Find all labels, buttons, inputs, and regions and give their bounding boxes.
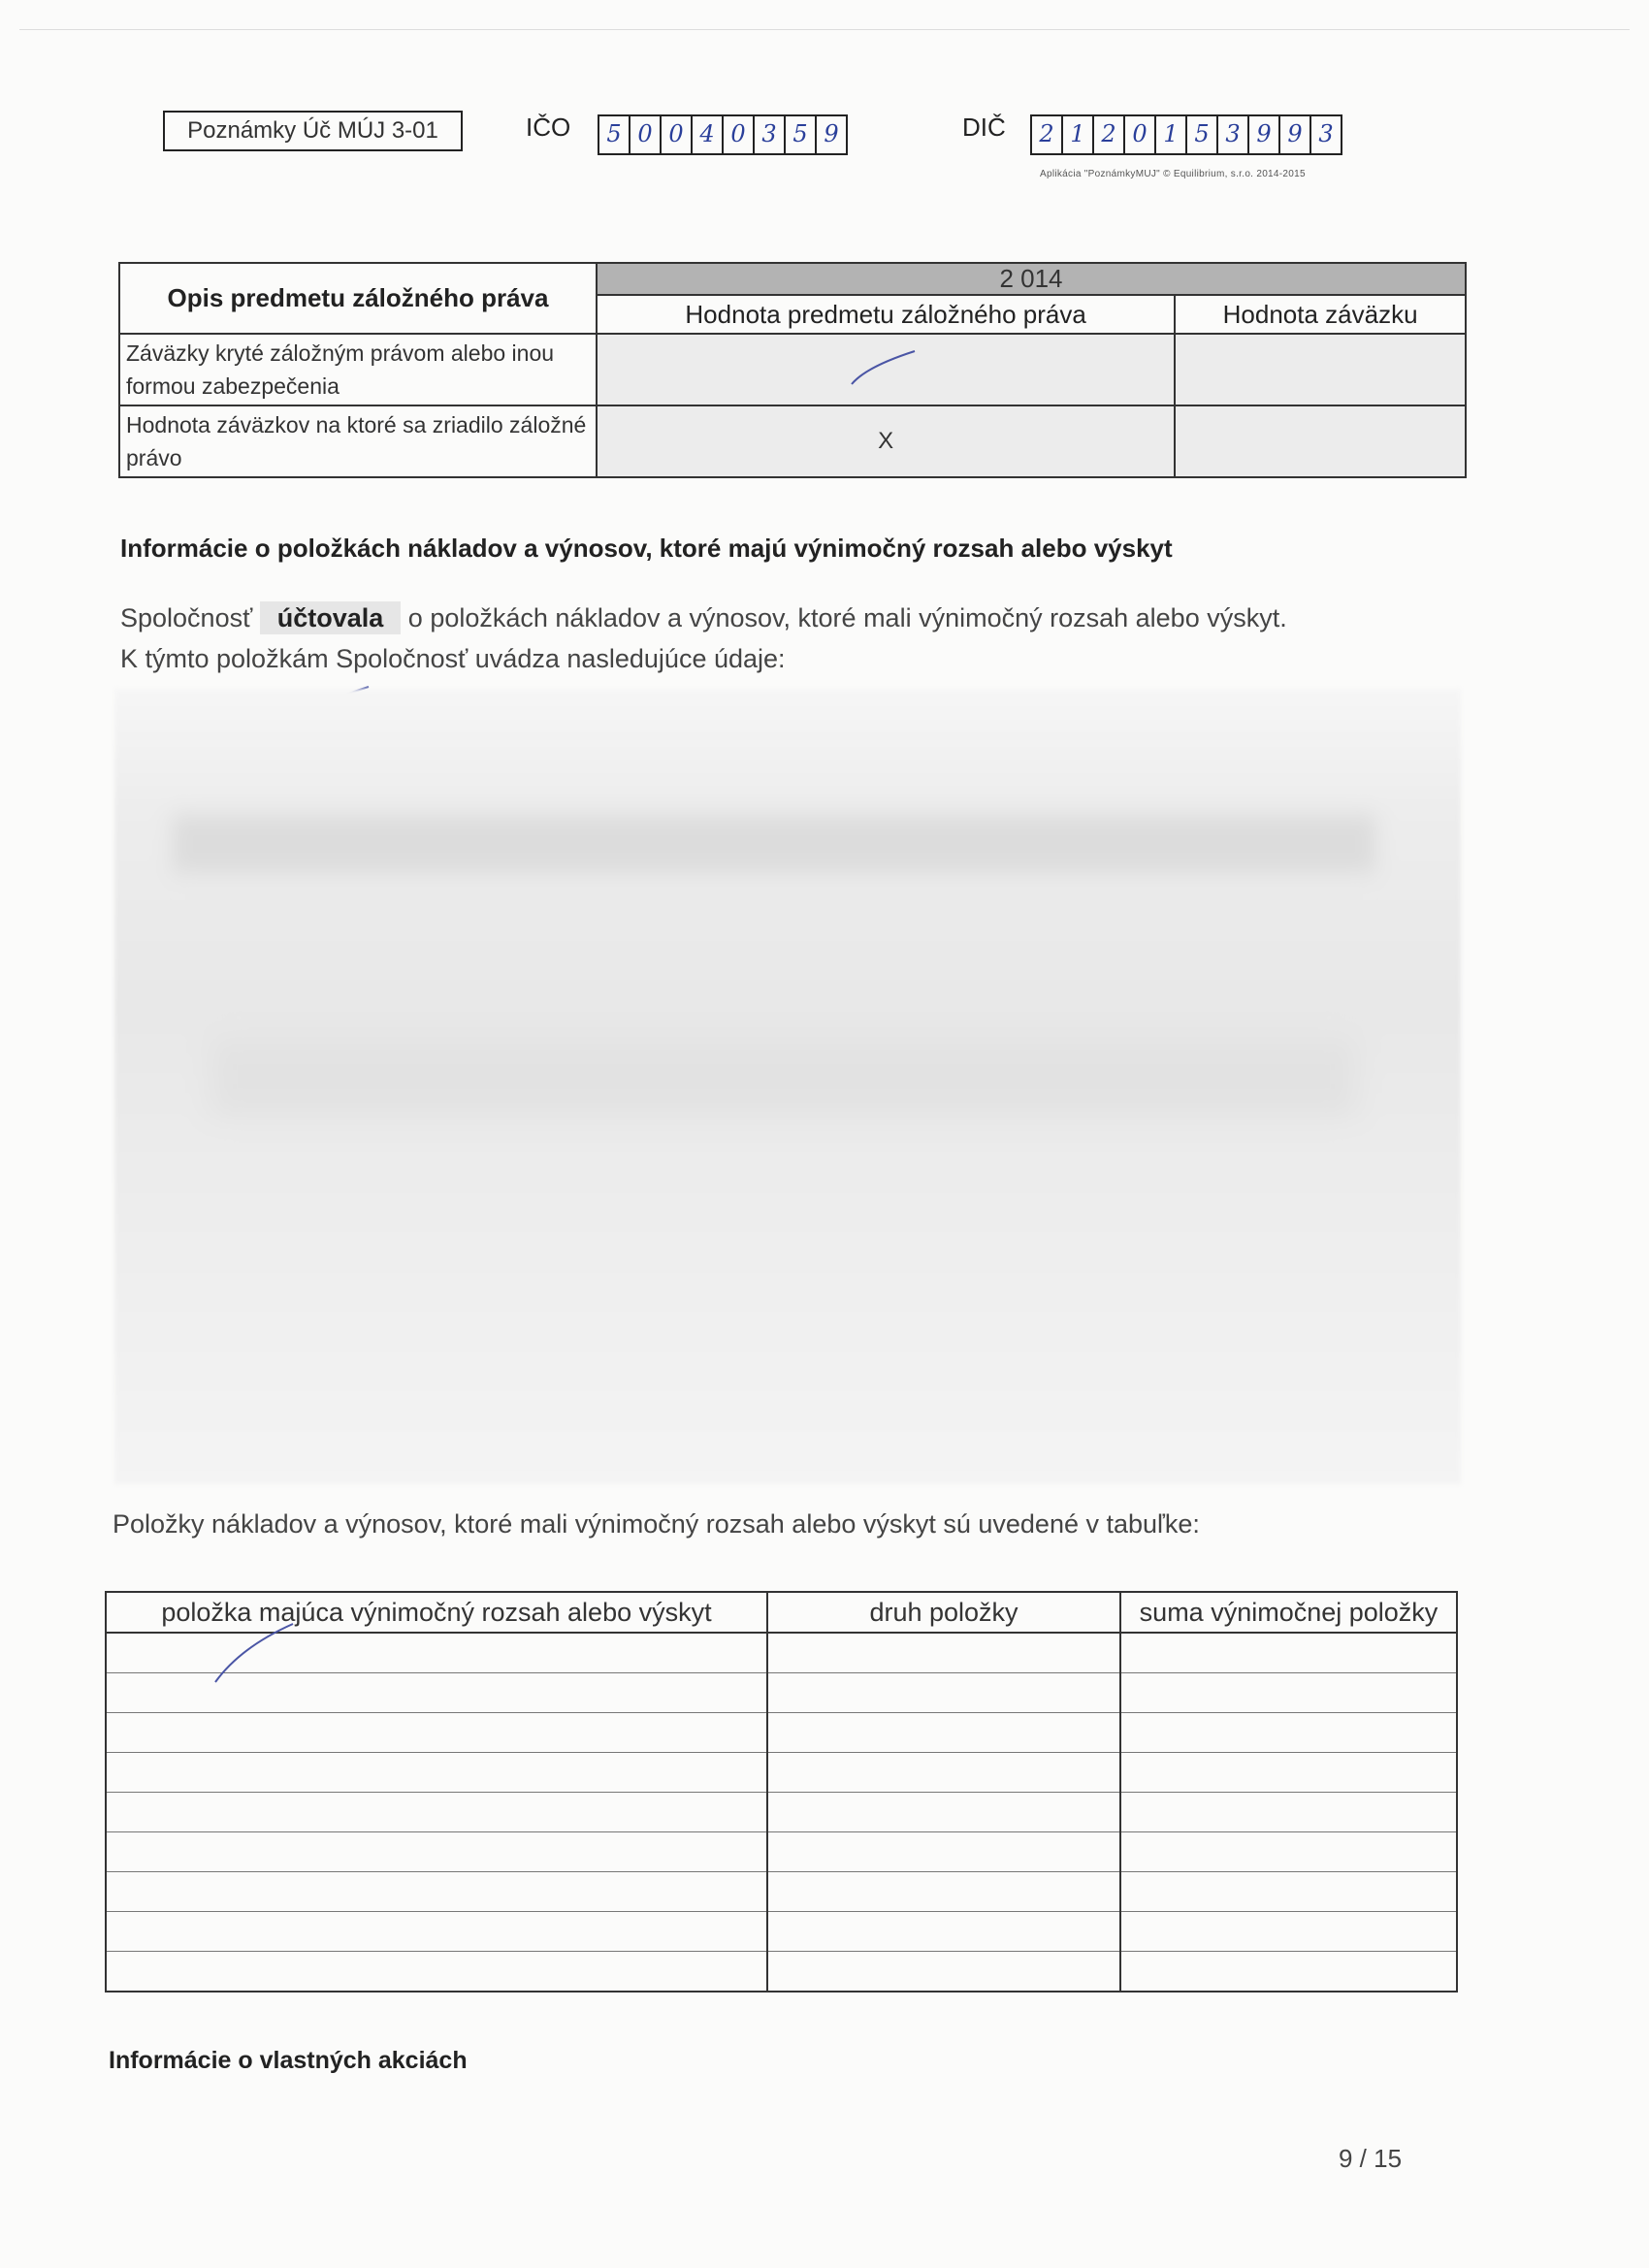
- handwritten-tick-icon: [847, 347, 924, 386]
- table-cell: [767, 1952, 1120, 1993]
- ico-label: IČO: [526, 113, 571, 142]
- form-label: Poznámky Úč MÚJ 3-01: [163, 111, 463, 151]
- col-kind: druh položky: [767, 1592, 1120, 1633]
- table-cell: [767, 1753, 1120, 1793]
- table-cell: [106, 1713, 767, 1753]
- table-cell: [767, 1633, 1120, 1673]
- sentence-end: o položkách nákladov a výnosov, ktoré mali výnimočný rozsah alebo výskyt.: [407, 603, 1287, 632]
- table-cell: [767, 1713, 1120, 1753]
- table-cell: [106, 1753, 767, 1793]
- col-value-liability: Hodnota záväzku: [1175, 295, 1466, 334]
- page-number: 9 / 15: [1339, 2144, 1403, 2173]
- digit-box: 9: [1249, 116, 1280, 153]
- pledge-description-header: Opis predmetu záložného práva: [119, 263, 597, 334]
- table-cell: [1120, 1633, 1457, 1673]
- handwritten-tick-icon: [211, 1618, 299, 1686]
- pledge-value-subject: [597, 334, 1175, 405]
- table-cell: [767, 1912, 1120, 1952]
- table-row: [106, 1633, 1457, 1673]
- digit-box: 3: [755, 116, 786, 153]
- table-cell: [767, 1832, 1120, 1872]
- table-row: [106, 1952, 1457, 1993]
- col-item: položka majúca výnimočný rozsah alebo výskyt: [106, 1592, 767, 1633]
- pledge-value-liability: [1175, 405, 1466, 477]
- sentence-line2: K týmto položkám Spoločnosť uvádza nasledujúce údaje:: [120, 644, 786, 673]
- table-cell: [1120, 1673, 1457, 1713]
- digit-box: 9: [1280, 116, 1311, 153]
- digit-box: 2: [1032, 116, 1063, 153]
- table-cell: [106, 1872, 767, 1912]
- table-cell: [1120, 1952, 1457, 1993]
- table-cell: [106, 1952, 767, 1993]
- digit-box: 5: [786, 116, 817, 153]
- table-cell: [106, 1832, 767, 1872]
- table-cell: [1120, 1713, 1457, 1753]
- table-row: [106, 1753, 1457, 1793]
- digit-box: 2: [1094, 116, 1125, 153]
- table-cell: [1120, 1753, 1457, 1793]
- digit-box: 5: [599, 116, 630, 153]
- table-row: [106, 1912, 1457, 1952]
- digit-box: 0: [1125, 116, 1156, 153]
- digit-box: 0: [724, 116, 755, 153]
- table-row: [106, 1793, 1457, 1832]
- exceptional-items-table: [105, 1591, 1458, 1993]
- top-border-line: [19, 29, 1630, 30]
- table-cell: [767, 1872, 1120, 1912]
- pledge-row-label: Hodnota záväzkov na ktoré sa zriadilo záložné právo: [119, 405, 597, 477]
- digit-box: 0: [662, 116, 693, 153]
- digit-box: 9: [824, 120, 839, 147]
- digit-box: 4: [693, 116, 724, 153]
- table-row: [106, 1832, 1457, 1872]
- sentence-start: Spoločnosť: [120, 603, 253, 632]
- exceptional-heading: Informácie o položkách nákladov a výnosov, ktoré majú výnimočný rozsah alebo výskyt: [120, 534, 1173, 563]
- dic-digit-boxes: [1030, 114, 1342, 155]
- ico-digit-boxes: [598, 114, 848, 155]
- table-intro: Položky nákladov a výnosov, ktoré mali výnimočný rozsah alebo výskyt sú uvedené v tabuľke:: [113, 1509, 1200, 1539]
- pledge-table: [118, 262, 1467, 478]
- table-row: [106, 1713, 1457, 1753]
- col-value-subject: Hodnota predmetu záložného práva: [597, 295, 1175, 334]
- table-cell: [767, 1673, 1120, 1713]
- sentence-choice: účtovala: [260, 601, 402, 634]
- table-row: [106, 1872, 1457, 1912]
- digit-box: 3: [1318, 120, 1334, 147]
- pledge-value-liability: [1175, 334, 1466, 405]
- table-cell: [1120, 1832, 1457, 1872]
- table-cell: [1120, 1872, 1457, 1912]
- digit-box: 5: [1187, 116, 1218, 153]
- col-amount: suma výnimočnej položky: [1120, 1592, 1457, 1633]
- app-note: Aplikácia "PoznámkyMUJ" © Equilibrium, s.r.o. 2014-2015: [1040, 169, 1306, 179]
- table-cell: [1120, 1912, 1457, 1952]
- digit-box: 1: [1156, 116, 1187, 153]
- table-row: [106, 1673, 1457, 1713]
- table-cell: [1120, 1793, 1457, 1832]
- table-cell: [106, 1633, 767, 1673]
- dic-label: DIČ: [962, 113, 1006, 142]
- own-shares-heading: Informácie o vlastných akciách: [109, 2047, 468, 2074]
- pledge-row-label: Záväzky kryté záložným právom alebo inou formou zabezpečenia: [119, 334, 597, 405]
- digit-box: 3: [1218, 116, 1249, 153]
- table-cell: [106, 1912, 767, 1952]
- table-cell: [767, 1793, 1120, 1832]
- pledge-value-subject: X: [597, 405, 1175, 477]
- digit-box: 1: [1063, 116, 1094, 153]
- exceptional-sentence: [120, 603, 1287, 633]
- table-cell: [106, 1793, 767, 1832]
- redacted-area: [114, 689, 1461, 1484]
- table-cell: [106, 1673, 767, 1713]
- pledge-year: 2 014: [597, 263, 1466, 295]
- digit-box: 0: [630, 116, 662, 153]
